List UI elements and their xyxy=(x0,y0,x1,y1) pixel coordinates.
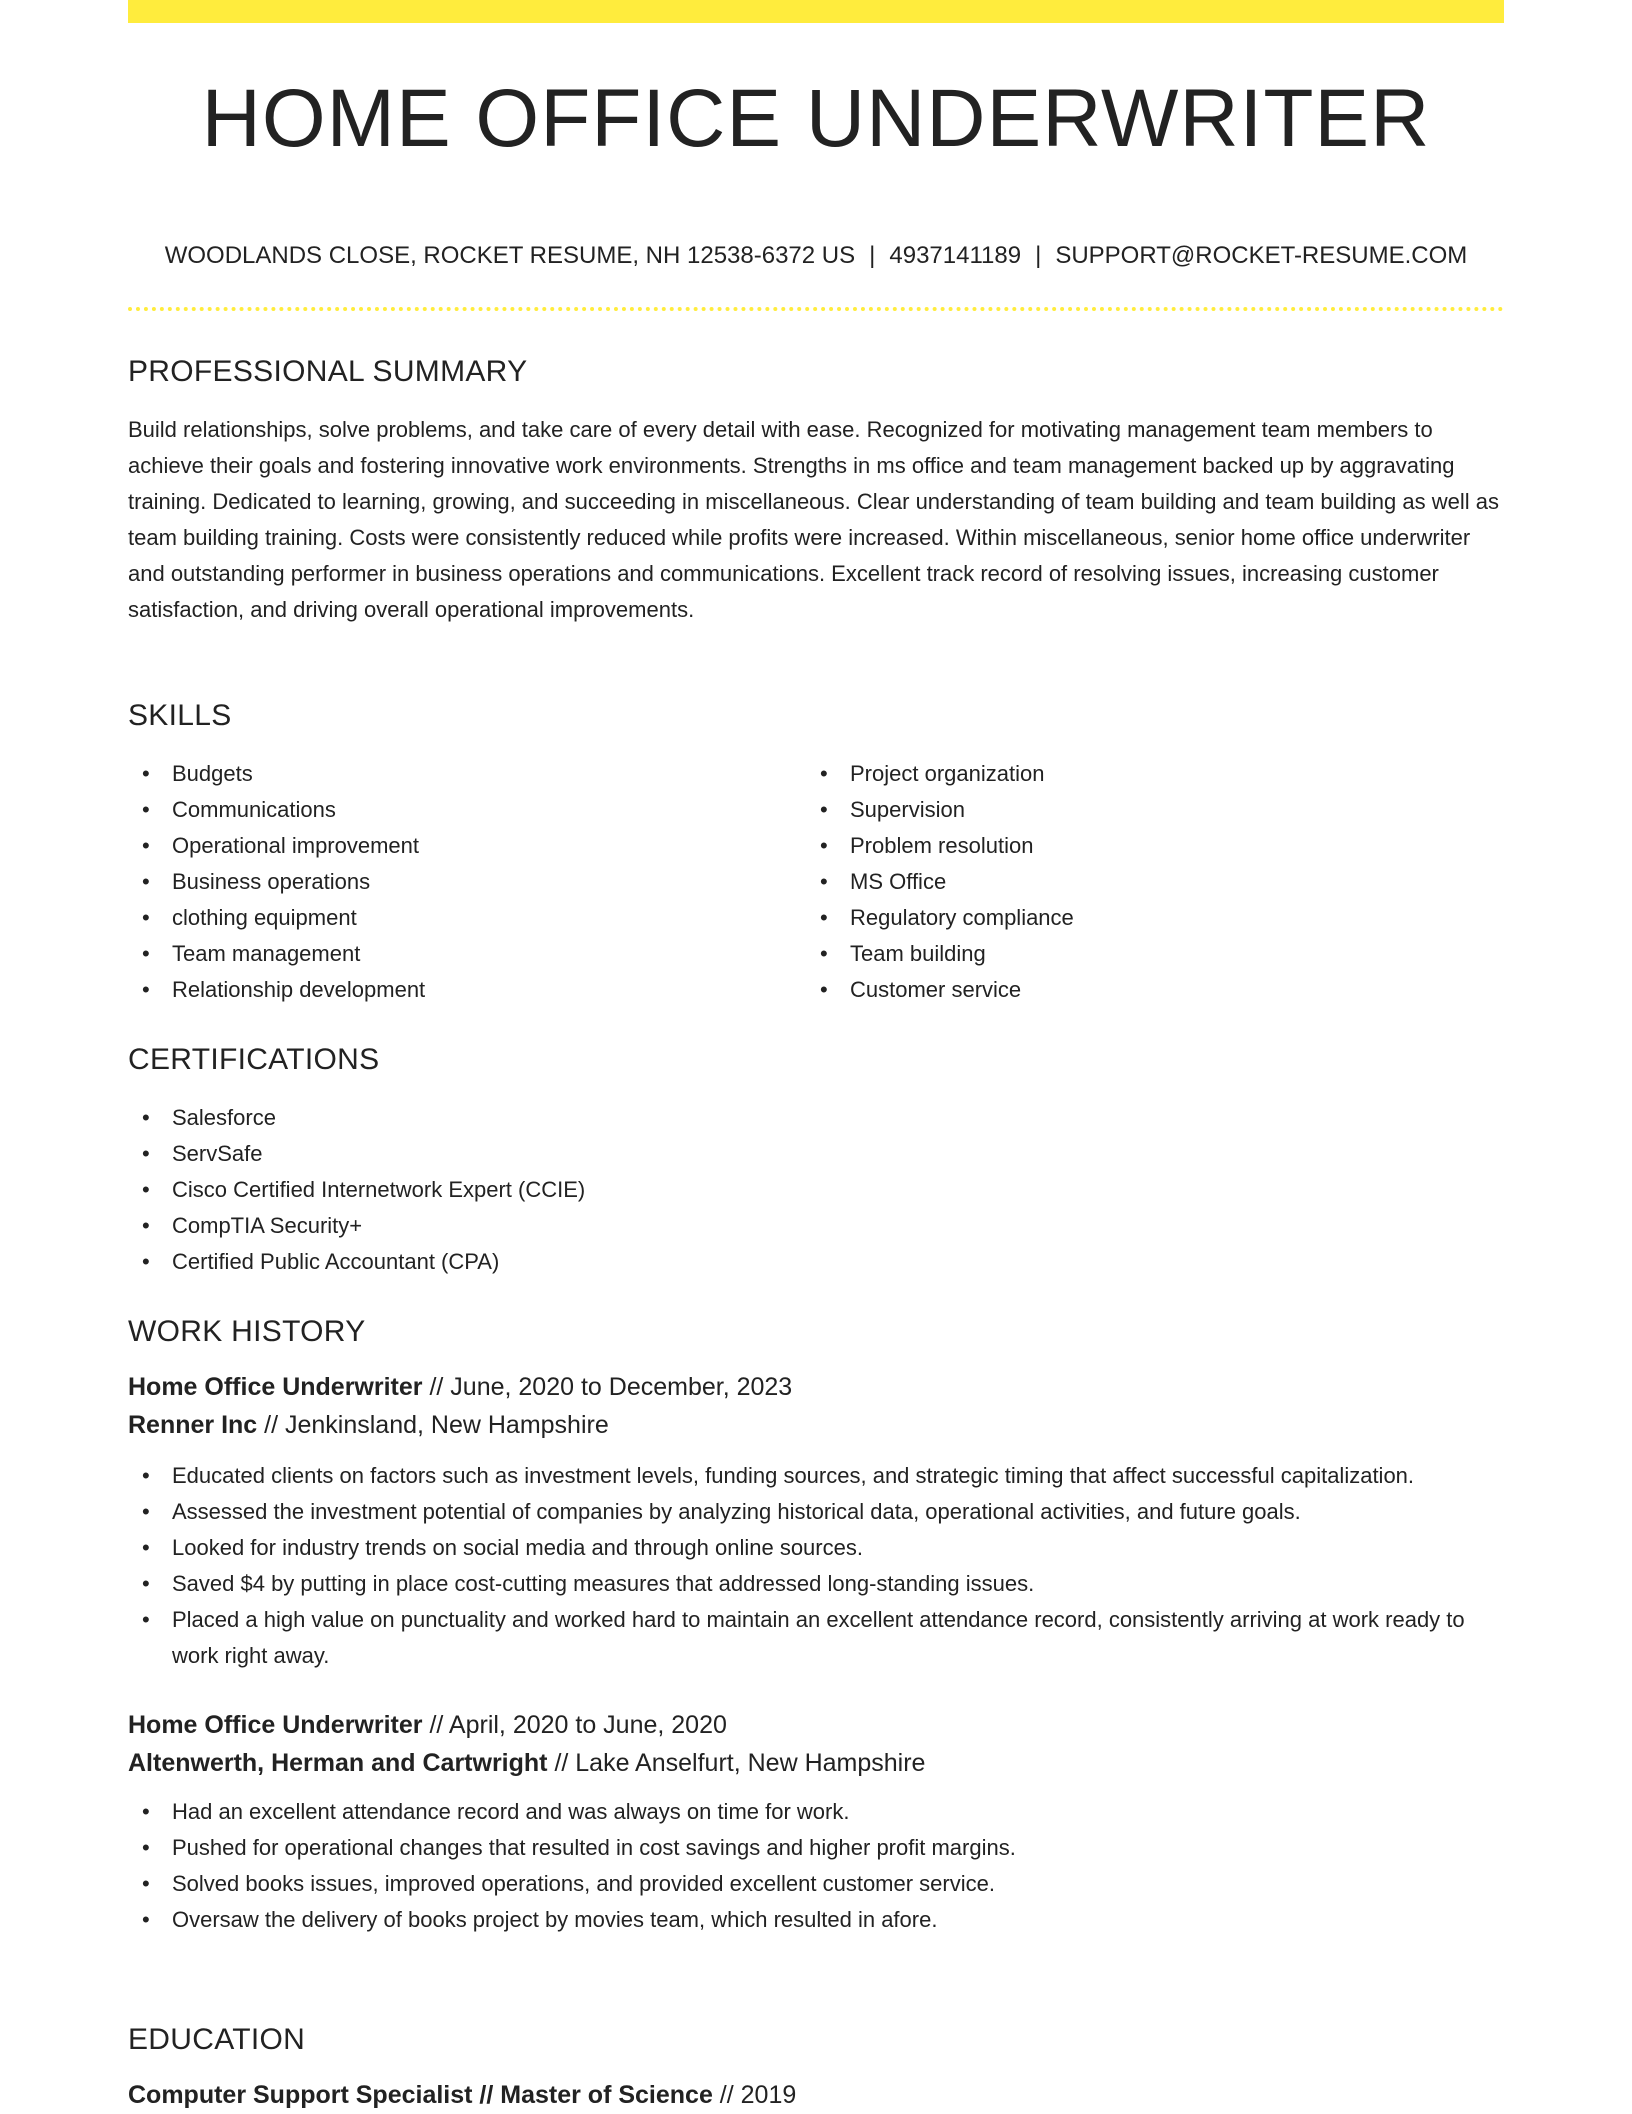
list-item: • Project organization xyxy=(806,756,1484,792)
job-location: // Jenkinsland, New Hampshire xyxy=(257,1411,609,1439)
job-entry xyxy=(128,1368,1504,1674)
list-item: • Business operations xyxy=(128,864,806,900)
list-item: • Cisco Certified Internetwork Expert (CCIE) xyxy=(128,1172,1504,1208)
list-item: • Solved books issues, improved operations, and provided excellent customer service. xyxy=(128,1866,1504,1902)
list-item: • Placed a high value on punctuality and worked hard to maintain an excellent attendance record, consistently arriving at work ready to work right away. xyxy=(128,1602,1504,1674)
job-bullets xyxy=(128,1794,1504,1938)
work-history-heading: WORK HISTORY xyxy=(128,1315,366,1348)
job-company: Altenwerth, Herman and Cartwright xyxy=(128,1749,548,1777)
certifications-section xyxy=(128,1042,1504,1280)
list-item: • Customer service xyxy=(806,972,1484,1008)
contact-line xyxy=(128,241,1504,271)
job-title-line xyxy=(128,1706,1504,1744)
list-item: • Supervision xyxy=(806,792,1484,828)
summary-heading: PROFESSIONAL SUMMARY xyxy=(128,355,528,388)
summary-text: Build relationships, solve problems, and take care of every detail with ease. Recognized for motivating management team members to achieve their goals and fostering innovative work environments. Strengths in ms office and team management backed up by aggravating training. Dedicated to learning, growing, and succeeding in miscellaneous. Clear understanding of team building and team building as well as team building training. Costs were consistently reduced while profits were increased. Within miscellaneous, senior home office underwriter and outstanding performer in business operations and communications. Excellent track record of resolving issues, increasing customer satisfaction, and driving overall operational improvements. xyxy=(128,417,1499,622)
summary-section xyxy=(128,354,1504,628)
job-title: Home Office Underwriter xyxy=(128,1711,423,1739)
education-entry xyxy=(128,2076,1504,2114)
work-history-section xyxy=(128,1314,1504,1938)
job-title: Home Office Underwriter xyxy=(128,1373,423,1401)
list-item: • Assessed the investment potential of companies by analyzing historical data, operational activities, and future goals. xyxy=(128,1494,1504,1530)
list-item: • MS Office xyxy=(806,864,1484,900)
candidate-name: HOME OFFICE UNDERWRITER xyxy=(201,73,1431,164)
list-item: • Operational improvement xyxy=(128,828,806,864)
job-bullets xyxy=(128,1458,1504,1674)
list-item: • Communications xyxy=(128,792,806,828)
contact-phone: 4937141189 xyxy=(889,242,1022,269)
list-item: • Problem resolution xyxy=(806,828,1484,864)
job-company-line xyxy=(128,1744,1504,1782)
certifications-list xyxy=(128,1100,1504,1280)
certifications-heading: CERTIFICATIONS xyxy=(128,1043,380,1076)
job-entry xyxy=(128,1706,1504,1938)
job-dates: // April, 2020 to June, 2020 xyxy=(422,1711,727,1739)
accent-top-bar xyxy=(128,0,1504,23)
dotted-divider xyxy=(128,307,1504,311)
skills-columns xyxy=(128,756,1504,1008)
skills-list-right xyxy=(806,756,1484,1008)
job-title-line xyxy=(128,1368,1504,1406)
list-item: • Looked for industry trends on social media and through online sources. xyxy=(128,1530,1504,1566)
skills-heading: SKILLS xyxy=(128,699,232,732)
list-item: • ServSafe xyxy=(128,1136,1504,1172)
education-heading: EDUCATION xyxy=(128,2023,306,2056)
list-item: • CompTIA Security+ xyxy=(128,1208,1504,1244)
list-item: • Regulatory compliance xyxy=(806,900,1484,936)
job-company: Renner Inc xyxy=(128,1411,258,1439)
list-item: • Had an excellent attendance record and was always on time for work. xyxy=(128,1794,1504,1830)
list-item: • Team management xyxy=(128,936,806,972)
job-dates: // June, 2020 to December, 2023 xyxy=(422,1373,793,1401)
education-degree: Computer Support Specialist // Master of Science xyxy=(128,2081,713,2109)
skills-list-left xyxy=(128,756,806,1008)
skills-section xyxy=(128,698,1504,1008)
list-item: • Budgets xyxy=(128,756,806,792)
list-item: • Saved $4 by putting in place cost-cutting measures that addressed long-standing issues. xyxy=(128,1566,1504,1602)
list-item: • Relationship development xyxy=(128,972,806,1008)
list-item: • Pushed for operational changes that resulted in cost savings and higher profit margins. xyxy=(128,1830,1504,1866)
list-item: • clothing equipment xyxy=(128,900,806,936)
education-section xyxy=(128,2022,1504,2114)
list-item: • Oversaw the delivery of books project by movies team, which resulted in afore. xyxy=(128,1902,1504,1938)
job-location: // Lake Anselfurt, New Hampshire xyxy=(547,1749,926,1777)
list-item: • Team building xyxy=(806,936,1484,972)
job-company-line xyxy=(128,1406,1504,1444)
education-year: // 2019 xyxy=(712,2081,797,2109)
list-item: • Educated clients on factors such as investment levels, funding sources, and strategic timing that affect successful capitalization. xyxy=(128,1458,1504,1494)
list-item: • Certified Public Accountant (CPA) xyxy=(128,1244,1504,1280)
contact-separator: | xyxy=(869,242,876,269)
contact-address: WOODLANDS CLOSE, ROCKET RESUME, NH 12538-6372 US xyxy=(164,242,856,269)
contact-separator: | xyxy=(1035,242,1042,269)
list-item: • Salesforce xyxy=(128,1100,1504,1136)
contact-email: SUPPORT@ROCKET-RESUME.COM xyxy=(1055,242,1468,269)
